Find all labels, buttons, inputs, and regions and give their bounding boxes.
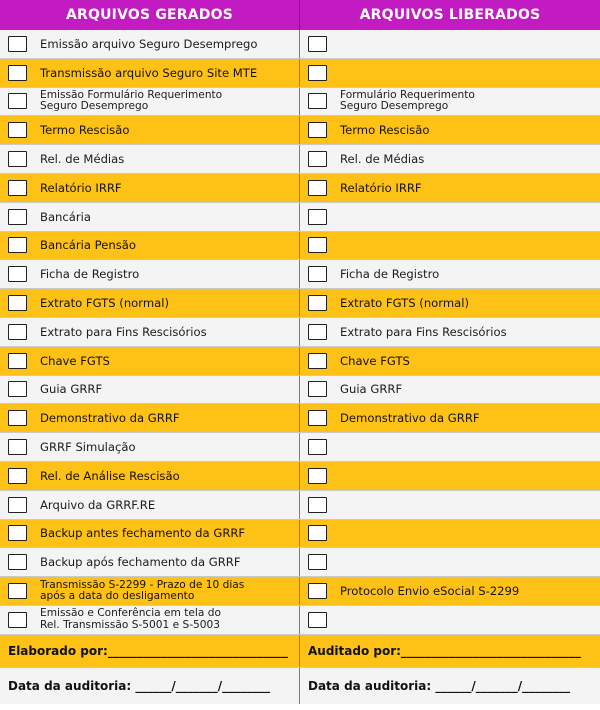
generated-file-label: Demonstrativo da GRRF [40,411,180,426]
audit-date-field-left[interactable]: Data da auditoria: ______/_______/________ [0,668,300,704]
released-checkbox[interactable] [308,122,327,138]
released-file-label: Termo Rescisão [340,123,430,138]
checklist-row [0,347,600,376]
released-file-label: Formulário Requerimento Seguro Desemprego [340,88,475,113]
released-checkbox[interactable] [308,65,327,81]
released-file-label: Relatório IRRF [340,180,422,195]
released-checkbox[interactable] [308,583,327,599]
generated-file-label: Backup antes fechamento da GRRF [40,526,246,541]
generated-checkbox[interactable] [8,381,27,397]
generated-checkbox[interactable] [8,612,27,628]
generated-checkbox[interactable] [8,65,27,81]
checklist-row [0,404,600,433]
released-file-label: Extrato para Fins Rescisórios [340,324,507,339]
checklist-row [0,289,600,318]
released-file-cell [300,174,600,202]
released-checkbox[interactable] [308,554,327,570]
released-checkbox[interactable] [308,151,327,167]
generated-file-label: Chave FGTS [40,353,110,368]
generated-file-cell [0,347,300,375]
generated-checkbox[interactable] [8,468,27,484]
released-file-label: Protocolo Envio eSocial S-2299 [340,584,520,599]
released-file-label: Ficha de Registro [340,267,440,282]
released-file-cell [300,59,600,87]
released-checkbox[interactable] [308,209,327,225]
generated-file-cell [0,88,300,116]
generated-file-label: Extrato FGTS (normal) [40,296,169,311]
generated-file-cell [0,289,300,317]
released-file-label: Chave FGTS [340,353,410,368]
released-file-cell [300,606,600,634]
generated-file-cell [0,260,300,288]
generated-checkbox[interactable] [8,209,27,225]
checklist-row [0,433,600,462]
generated-file-label: Termo Rescisão [40,123,130,138]
checklist-row [0,606,600,635]
released-file-cell [300,260,600,288]
checklist-row [0,260,600,289]
released-file-label: Extrato FGTS (normal) [340,296,469,311]
header-generated-files: ARQUIVOS GERADOS [0,0,300,30]
generated-file-cell [0,491,300,519]
generated-file-cell [0,548,300,576]
released-file-label: Rel. de Médias [340,152,425,167]
generated-file-cell [0,232,300,260]
released-checkbox[interactable] [308,439,327,455]
released-file-cell [300,577,600,605]
released-file-cell [300,88,600,116]
released-checkbox[interactable] [308,612,327,628]
released-checkbox[interactable] [308,237,327,253]
generated-file-label: Rel. de Médias [40,152,125,167]
released-checkbox[interactable] [308,381,327,397]
header-released-files: ARQUIVOS LIBERADOS [359,7,541,23]
checklist-row [0,462,600,491]
released-file-cell [300,289,600,317]
generated-file-label: Bancária Pensão [40,238,136,253]
generated-file-label: Emissão Formulário Requerimento Seguro Desemprego [40,88,223,113]
released-checkbox[interactable] [308,36,327,52]
audited-by-field[interactable]: Auditado por:______________________________ [308,643,581,658]
released-file-cell [300,491,600,519]
checklist-row [0,376,600,405]
released-file-cell [300,376,600,404]
released-file-cell [300,520,600,548]
generated-checkbox[interactable] [8,36,27,52]
checklist-rows [0,30,600,635]
audit-date-row [0,668,600,704]
checklist-row [0,577,600,606]
checklist-row [0,59,600,88]
released-file-cell [300,232,600,260]
released-checkbox[interactable] [308,468,327,484]
checklist-row [0,145,600,174]
released-file-cell [300,404,600,432]
generated-checkbox[interactable] [8,122,27,138]
generated-file-cell [0,116,300,144]
generated-file-label: Backup após fechamento da GRRF [40,555,241,570]
generated-checkbox[interactable] [8,353,27,369]
generated-file-cell [0,404,300,432]
table-header [0,0,600,30]
generated-file-cell [0,174,300,202]
released-file-cell [300,548,600,576]
checklist-row [0,116,600,145]
generated-file-cell [0,376,300,404]
released-file-cell [300,462,600,490]
generated-checkbox[interactable] [8,324,27,340]
generated-file-cell [0,318,300,346]
generated-file-label: Guia GRRF [40,382,103,397]
generated-file-cell [0,30,300,58]
prepared-by-field[interactable]: Elaborado por:______________________________ [0,635,300,667]
generated-file-label: Emissão e Conferência em tela do Rel. Transmissão S-5001 e S-5003 [40,607,221,631]
released-checkbox[interactable] [308,93,327,109]
audit-date-field-right[interactable]: Data da auditoria: ______/_______/________ [308,678,571,693]
generated-file-label: GRRF Simulação [40,440,136,455]
generated-checkbox[interactable] [8,410,27,426]
checklist-row [0,491,600,520]
generated-checkbox[interactable] [8,439,27,455]
checklist-row [0,203,600,232]
generated-file-label: Bancária [40,209,91,224]
checklist-row [0,174,600,203]
released-checkbox[interactable] [308,295,327,311]
released-file-label: Demonstrativo da GRRF [340,411,480,426]
generated-checkbox[interactable] [8,151,27,167]
released-checkbox[interactable] [308,525,327,541]
released-checkbox[interactable] [308,353,327,369]
released-file-label: Guia GRRF [340,382,403,397]
released-file-cell [300,347,600,375]
generated-file-label: Transmissão S-2299 - Prazo de 10 dias após a data do desligamento [40,578,245,603]
released-file-cell [300,433,600,461]
checklist-row [0,30,600,59]
generated-checkbox[interactable] [8,497,27,513]
generated-checkbox[interactable] [8,583,27,599]
released-checkbox[interactable] [308,497,327,513]
checklist-row [0,548,600,577]
generated-checkbox[interactable] [8,180,27,196]
released-file-cell [300,116,600,144]
released-checkbox[interactable] [308,410,327,426]
checklist-row [0,318,600,347]
released-file-cell [300,318,600,346]
generated-checkbox[interactable] [8,525,27,541]
generated-file-label: Transmissão arquivo Seguro Site MTE [40,65,258,80]
released-file-cell [300,203,600,231]
released-checkbox[interactable] [308,266,327,282]
generated-file-label: Extrato para Fins Rescisórios [40,324,207,339]
signature-row [0,635,600,668]
checklist-row [0,520,600,549]
generated-file-cell [0,606,300,634]
checklist-row [0,232,600,261]
generated-file-cell [0,577,300,605]
released-checkbox[interactable] [308,180,327,196]
generated-file-label: Ficha de Registro [40,267,140,282]
generated-checkbox[interactable] [8,266,27,282]
generated-file-cell [0,145,300,173]
released-file-cell [300,30,600,58]
released-file-cell [300,145,600,173]
generated-checkbox[interactable] [8,237,27,253]
released-checkbox[interactable] [308,324,327,340]
generated-checkbox[interactable] [8,554,27,570]
generated-checkbox[interactable] [8,295,27,311]
generated-file-label: Arquivo da GRRF.RE [40,497,156,512]
checklist-row [0,88,600,117]
generated-file-cell [0,520,300,548]
generated-file-cell [0,462,300,490]
generated-file-cell [0,59,300,87]
generated-file-label: Emissão arquivo Seguro Desemprego [40,36,258,51]
generated-file-label: Relatório IRRF [40,180,122,195]
generated-file-cell [0,433,300,461]
generated-file-label: Rel. de Análise Rescisão [40,468,180,483]
generated-file-cell [0,203,300,231]
generated-checkbox[interactable] [8,93,27,109]
